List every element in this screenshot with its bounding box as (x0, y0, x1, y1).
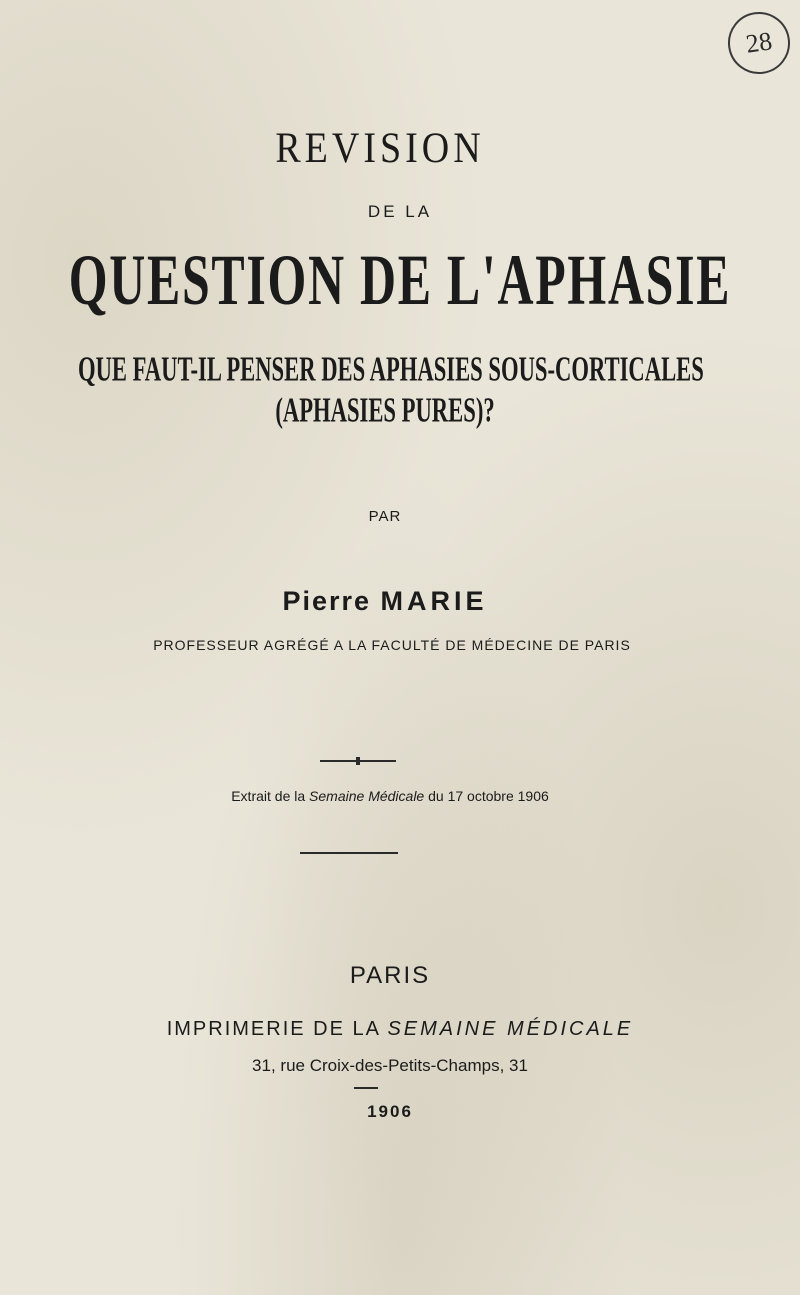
journal-name: Semaine Médicale (309, 788, 425, 804)
by-label: PAR (368, 508, 402, 525)
imprimerie-name: SEMAINE MÉDICALE (387, 1018, 634, 1040)
subtitle-line-2: (APHASIES PURES)? (275, 391, 495, 431)
author-affiliation: PROFESSEUR AGRÉGÉ A LA FACULTÉ DE MÉDECINE DE PARIS (153, 637, 631, 653)
stamp-number: 28 (744, 26, 774, 59)
divider-rule (354, 1087, 378, 1089)
library-stamp (724, 8, 794, 78)
extract-prefix: Extrait de la (231, 788, 306, 804)
title-revision: REVISION (275, 123, 485, 173)
publication-year: 1906 (367, 1102, 413, 1121)
main-title: QUESTION DE L'APHASIE (68, 238, 732, 321)
divider-rule (300, 852, 398, 854)
extract-note (0, 788, 790, 804)
author-surname: MARIE (380, 586, 488, 616)
title-de-la: DE LA (367, 202, 433, 221)
publisher-address: 31, rue Croix-des-Petits-Champs, 31 (252, 1056, 528, 1075)
extract-date: du 17 octobre 1906 (428, 788, 549, 804)
author-name (0, 586, 785, 617)
publisher-name (0, 1018, 800, 1041)
subtitle-line-1: QUE FAUT-IL PENSER DES APHASIES SOUS-CORTICALES (78, 350, 704, 390)
author-first-name: Pierre (282, 586, 372, 616)
publisher-city: PARIS (349, 962, 431, 989)
imprimerie-prefix: IMPRIMERIE DE LA (166, 1018, 380, 1040)
divider-ornament (356, 757, 360, 765)
